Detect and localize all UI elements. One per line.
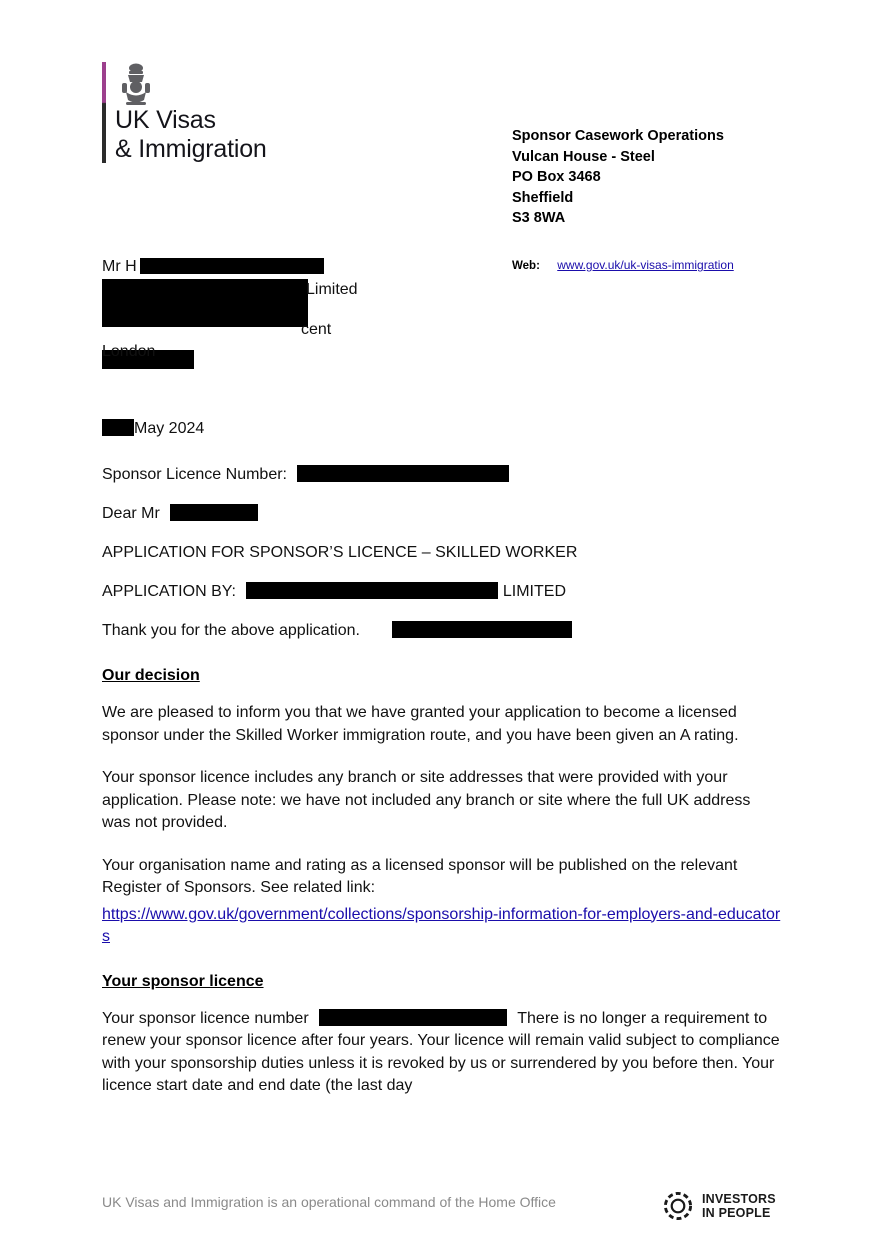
thanks-text: Thank you for the above application. bbox=[102, 622, 360, 639]
recipient-street-suffix: cent bbox=[301, 321, 332, 338]
office-address-line: Sheffield bbox=[512, 189, 574, 206]
redaction-bar-thanks bbox=[392, 621, 572, 638]
subject-row bbox=[102, 542, 782, 563]
redaction-bar-licence-number bbox=[297, 465, 509, 482]
licence-paragraph bbox=[102, 1008, 782, 1098]
letter-date-row bbox=[102, 418, 782, 439]
logo-text-line2: & Immigration bbox=[115, 135, 267, 163]
office-address bbox=[512, 126, 724, 229]
redaction-bar-name bbox=[140, 258, 324, 274]
logo-text-line1: UK Visas bbox=[115, 106, 216, 134]
thanks-row bbox=[102, 620, 782, 641]
office-address-line: PO Box 3468 bbox=[512, 169, 601, 186]
office-address-line: Vulcan House - Steel bbox=[512, 148, 655, 165]
uk-visas-immigration-logo bbox=[102, 62, 402, 172]
recipient-name-prefix: Mr H bbox=[102, 258, 137, 275]
your-sponsor-licence-heading: Your sponsor licence bbox=[102, 972, 264, 990]
office-address-line: S3 8WA bbox=[512, 210, 566, 227]
licence-paragraph-prefix: Your sponsor licence number bbox=[102, 1009, 309, 1027]
redaction-bar-applicant bbox=[246, 582, 498, 599]
recipient-city: London bbox=[102, 343, 156, 360]
application-by-row bbox=[102, 581, 782, 602]
our-decision-heading: Our decision bbox=[102, 667, 200, 684]
web-url-link[interactable]: www.gov.uk/uk-visas-immigration bbox=[557, 258, 734, 272]
letter-body bbox=[102, 418, 782, 1118]
sponsor-licence-number-row bbox=[102, 464, 782, 485]
logo-text bbox=[115, 106, 267, 164]
register-of-sponsors-link[interactable]: https://www.gov.uk/government/collections/sponsorship-information-for-employers-and-educators bbox=[102, 905, 781, 945]
redaction-bar-licence-number-2 bbox=[319, 1009, 507, 1026]
licence-paragraph-suffix: There is no longer a requirement to renew your sponsor licence after four years. Your licence will remain valid subject to compliance with your sponsorship duties unless it is revoked by us or surrendered by you before then. Your licence start date and end date (the last day bbox=[102, 1009, 780, 1094]
application-by-suffix: LIMITED bbox=[502, 583, 566, 600]
salutation-row bbox=[102, 503, 782, 524]
sponsor-licence-number-label: Sponsor Licence Number: bbox=[102, 466, 287, 483]
iip-line2: IN PEOPLE bbox=[702, 1206, 771, 1220]
recipient-company-suffix: Limited bbox=[306, 281, 358, 298]
letter-date: May 2024 bbox=[134, 420, 205, 437]
royal-crest-icon bbox=[116, 62, 156, 106]
web-row bbox=[512, 258, 734, 272]
salutation-text: Dear Mr bbox=[102, 505, 160, 522]
redaction-bar-company-address bbox=[102, 279, 308, 327]
redaction-bar-salutation-name bbox=[170, 504, 258, 521]
investors-in-people-text bbox=[702, 1192, 776, 1220]
decision-paragraph-3: Your organisation name and rating as a licensed sponsor will be published on the relevant Register of Sponsors. See related link: bbox=[102, 856, 738, 896]
iip-line1: INVESTORS bbox=[702, 1192, 776, 1206]
subject-text: APPLICATION FOR SPONSOR’S LICENCE – SKILLED WORKER bbox=[102, 544, 578, 561]
redaction-bar-day bbox=[102, 419, 134, 436]
decision-paragraph-2: Your sponsor licence includes any branch or site addresses that were provided with your application. Please note: we have not included any branch or site where the full UK address was not provided. bbox=[102, 769, 751, 831]
web-label: Web: bbox=[512, 260, 540, 272]
recipient-address bbox=[102, 256, 462, 278]
investors-in-people-icon bbox=[660, 1188, 784, 1224]
application-by-label: APPLICATION BY: bbox=[102, 583, 236, 600]
decision-paragraph-1: We are pleased to inform you that we have granted your application to become a licensed sponsor under the Skilled Worker immigration route, and you have been given an A rating. bbox=[102, 704, 739, 744]
letter-sheet bbox=[0, 8, 884, 1242]
office-address-line: Sponsor Casework Operations bbox=[512, 128, 724, 144]
footer-note: UK Visas and Immigration is an operational command of the Home Office bbox=[102, 1194, 556, 1210]
logo-accent-bar bbox=[102, 62, 106, 163]
